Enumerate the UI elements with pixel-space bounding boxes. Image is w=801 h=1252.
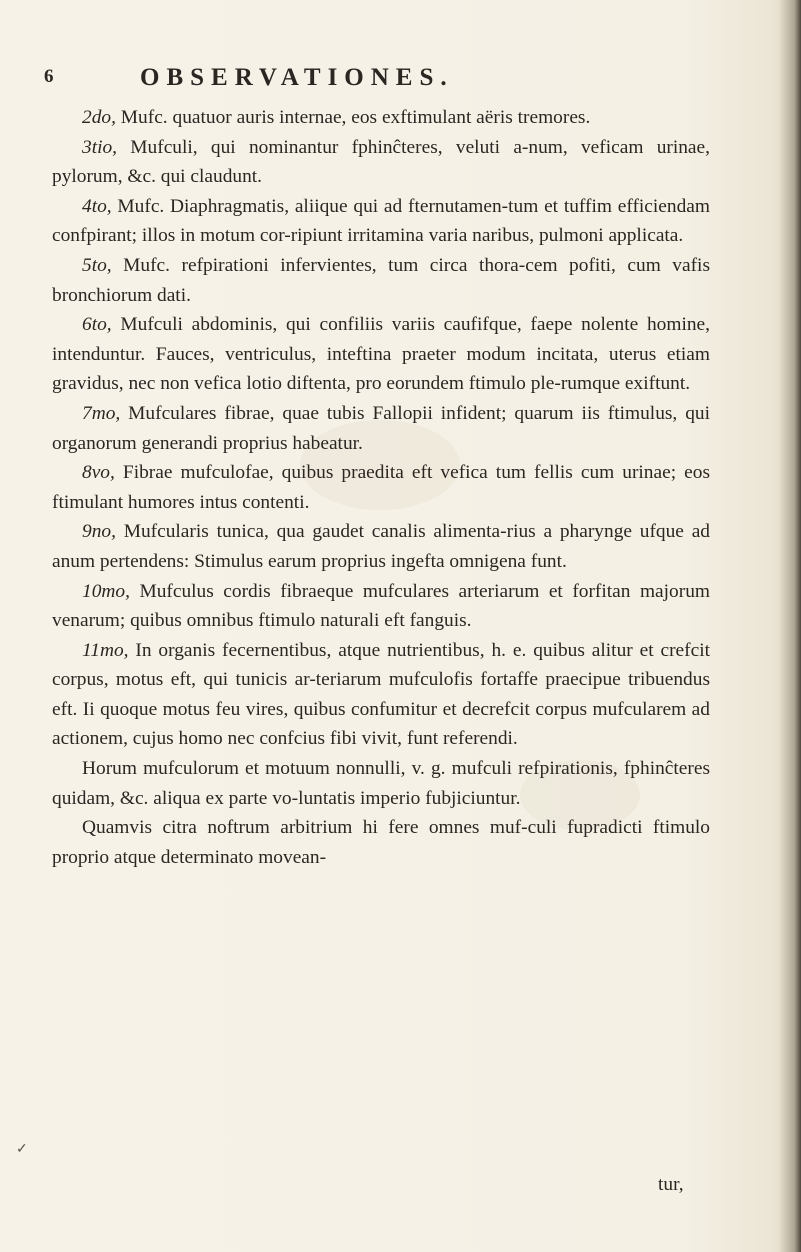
page-number: 6 (44, 66, 54, 87)
paragraph (52, 813, 710, 872)
item-number: 4to, (82, 195, 112, 217)
paragraph (52, 192, 710, 251)
item-number: 9no, (82, 521, 116, 543)
paragraph (52, 103, 710, 133)
item-number: 5to, (82, 254, 112, 276)
paragraph (52, 458, 710, 517)
body-text (52, 103, 710, 872)
paragraph (52, 133, 710, 192)
paragraph-text: Mufculus cordis fibraeque mufculares arteriarum et forfitan majorum venarum; quibus omnibus ftimulo naturali eft fanguis. (52, 580, 710, 632)
paragraph (52, 636, 710, 754)
item-number: 6to, (82, 314, 112, 336)
item-number: 3tio, (82, 136, 118, 158)
paragraph-text: In organis fecernentibus, atque nutrientibus, h. e. quibus alitur et crefcit corpus, motus eft, qui tunicis ar-teriarum mufculofis fortaffe praecipue tribuendus eft. Ii quoque motus feu vires, quibus confumitur et decrefcit corpus mufcularem ad actionem, cujus homo nec confcius fibi vivit, funt referendi. (52, 639, 710, 750)
paragraph-text: Mufculares fibrae, quae tubis Fallopii infident; quarum iis ftimulus, qui organorum generandi proprius habeatur. (52, 402, 710, 454)
paragraph-text: Horum mufculorum et motuum nonnulli, v. g. mufculi refpirationis, fphinĉteres quidam, &c. aliqua ex parte vo-luntatis imperio fubjiciuntur. (52, 758, 710, 809)
running-title: OBSERVATIONES. (140, 64, 454, 91)
paragraph-text: Quamvis citra noftrum arbitrium hi fere omnes muf-culi fupradicti ftimulo proprio atque determinato movean- (52, 817, 710, 868)
paragraph-text: Fibrae mufculofae, quibus praedita eft vefica tum fellis cum urinae; eos ftimulant humores intus contenti. (52, 462, 710, 513)
item-number: 8vo, (82, 462, 115, 484)
paragraph (52, 399, 710, 458)
paragraph (52, 577, 710, 636)
paragraph-text: Mufcularis tunica, qua gaudet canalis alimenta-rius a pharynge ufque ad anum pertendens: Stimulus earum proprius ingefta omnigena funt. (52, 521, 710, 572)
page-edge-shadow (779, 0, 801, 1252)
item-number: 10mo, (82, 580, 130, 602)
item-number: 11mo, (82, 639, 129, 661)
catchword: tur, (658, 1174, 684, 1195)
paragraph-text: Mufc. refpirationi infervientes, tum circa thora-cem pofiti, cum vafis bronchiorum dati. (52, 254, 710, 306)
paragraph-text: Mufc. quatuor auris internae, eos exftimulant aëris tremores. (120, 107, 591, 128)
item-number: 7mo, (82, 402, 121, 424)
paragraph-text: Mufc. Diaphragmatis, aliique qui ad fternutamen-tum et tuffim efficiendam confpirant; illos in motum cor-ripiunt irritamina varia naribus, pulmoni applicata. (52, 195, 710, 247)
paragraph (52, 251, 710, 310)
paragraph-text: Mufculi, qui nominantur fphinĉteres, veluti a-num, veficam urinae, pylorum, &c. qui claudunt. (52, 136, 710, 188)
item-number: 2do, (82, 107, 116, 128)
paragraph-text: Mufculi abdominis, qui confiliis variis caufifque, faepe nolente homine, intenduntur. Fauces, ventriculus, inteftina praeter modum incitata, uterus etiam gravidus, nec non vefica lotio diftenta, pro eorundem ftimulo ple-rumque exiftunt. (52, 314, 710, 395)
paragraph (52, 517, 710, 576)
margin-check-mark: ✓ (16, 1141, 28, 1157)
paragraph (52, 754, 710, 813)
paragraph (52, 310, 710, 399)
page-header (44, 64, 734, 100)
